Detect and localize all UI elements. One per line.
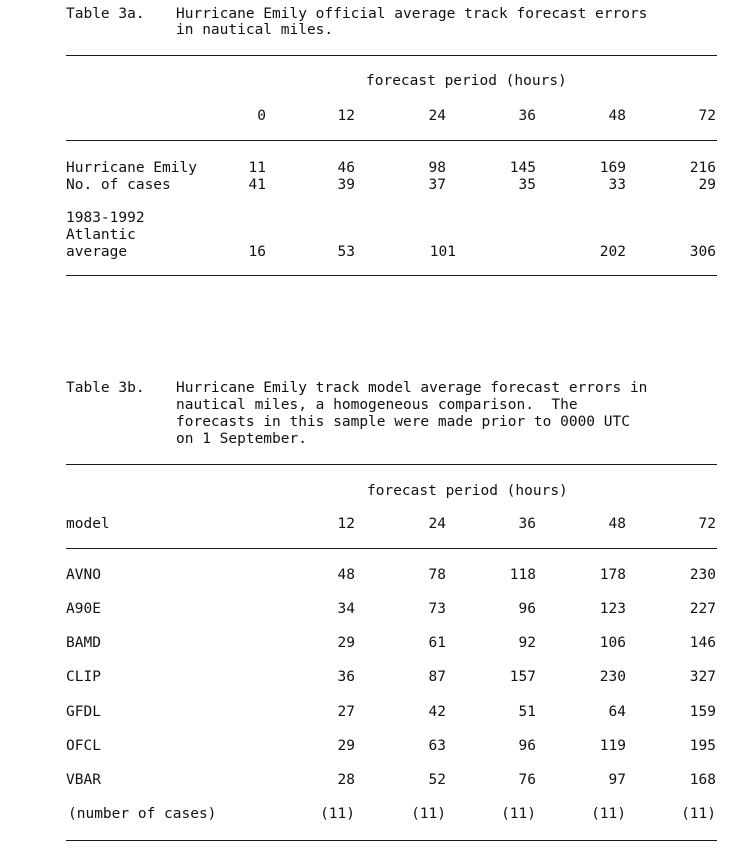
- table-3a-hour-header: 12: [337, 108, 355, 124]
- table-3b-model-header: model: [66, 516, 110, 532]
- table-3b-cell: 36: [337, 669, 355, 685]
- table-3b-model-name: VBAR: [66, 772, 101, 788]
- table-3b-cell: 63: [428, 738, 446, 754]
- table-3b-cases-cell: (11): [501, 806, 536, 822]
- table-3b-hour-header: 24: [428, 516, 446, 532]
- table-3b-period-header: forecast period (hours): [367, 483, 568, 499]
- table-3a-cell: 145: [509, 160, 536, 176]
- table-3b-model-name: AVNO: [66, 567, 101, 583]
- table-3b-caption-line-4: on 1 September.: [176, 431, 307, 447]
- table-3b-cell: 29: [337, 635, 355, 651]
- table-3a-average-cell: 101: [429, 244, 456, 260]
- table-3b-hour-header: 12: [337, 516, 355, 532]
- table-3a-cell: 29: [698, 177, 716, 193]
- table-3a-average-cell: 202: [599, 244, 626, 260]
- table-3b-hour-header: 72: [698, 516, 716, 532]
- table-3a-bottom-rule: [66, 275, 717, 276]
- table-3b-cell: 106: [599, 635, 626, 651]
- table-3b-cell: 64: [608, 704, 626, 720]
- table-3b-cases-cell: (11): [411, 806, 446, 822]
- table-3b-caption-line-1: Hurricane Emily track model average forecast errors in: [176, 380, 648, 396]
- table-3b-hour-header: 36: [518, 516, 536, 532]
- table-3b-cell: 76: [518, 772, 536, 788]
- table-3a-cell: 169: [599, 160, 626, 176]
- table-3b-cell: 97: [608, 772, 626, 788]
- table-3b-cell: 28: [337, 772, 355, 788]
- table-3a-average-cell: 16: [248, 244, 266, 260]
- table-3b-cell: 96: [518, 738, 536, 754]
- table-3a-cell: 37: [428, 177, 446, 193]
- table-3b-cases-cell: (11): [320, 806, 355, 822]
- table-3a-hour-header: 24: [428, 108, 446, 124]
- table-3b-hour-header: 48: [608, 516, 626, 532]
- table-3b-cell: 227: [689, 601, 716, 617]
- table-3a-hour-header: 48: [608, 108, 626, 124]
- table-3a-cell: 33: [608, 177, 626, 193]
- table-3b-cell: 51: [518, 704, 536, 720]
- table-3a-row-label: Hurricane Emily: [66, 160, 197, 176]
- table-3b-cell: 78: [428, 567, 446, 583]
- table-3b-cases-label: (number of cases): [68, 806, 217, 822]
- table-3a-average-label: Atlantic: [66, 227, 136, 243]
- table-3a-label: Table 3a.: [66, 6, 145, 22]
- table-3b-cell: 157: [509, 669, 536, 685]
- table-3b-cell: 73: [428, 601, 446, 617]
- table-3b-cell: 27: [337, 704, 355, 720]
- table-3a-hour-header: 72: [698, 108, 716, 124]
- table-3b-cell: 42: [428, 704, 446, 720]
- table-3a-cell: 11: [248, 160, 266, 176]
- table-3b-bottom-rule: [66, 840, 717, 841]
- table-3a-caption-line-2: in nautical miles.: [176, 22, 334, 38]
- table-3a-average-label: 1983-1992: [66, 210, 145, 226]
- table-3a-cell: 35: [518, 177, 536, 193]
- table-3a-average-cell: 53: [337, 244, 355, 260]
- table-3b-model-name: CLIP: [66, 669, 101, 685]
- table-3a-hour-header: 36: [518, 108, 536, 124]
- table-3b-cell: 118: [509, 567, 536, 583]
- table-3a-header-rule: [66, 140, 717, 141]
- table-3b-cases-cell: (11): [681, 806, 716, 822]
- table-3a-cell: 46: [337, 160, 355, 176]
- table-3a-hour-header: 0: [257, 108, 266, 124]
- table-3b-caption-line-3: forecasts in this sample were made prior to 0000 UTC: [176, 414, 630, 430]
- table-3b-cell: 230: [599, 669, 626, 685]
- table-3a-top-rule: [66, 55, 717, 56]
- table-3b-model-name: OFCL: [66, 738, 101, 754]
- table-3b-cell: 195: [689, 738, 716, 754]
- table-3b-cell: 230: [689, 567, 716, 583]
- table-3b-cell: 327: [689, 669, 716, 685]
- table-3b-model-name: GFDL: [66, 704, 101, 720]
- table-3a-cell: 216: [689, 160, 716, 176]
- table-3b-top-rule: [66, 464, 717, 465]
- table-3b-cell: 146: [689, 635, 716, 651]
- table-3b-label: Table 3b.: [66, 380, 145, 396]
- table-3b-cell: 123: [599, 601, 626, 617]
- table-3a-cell: 41: [248, 177, 266, 193]
- table-3b-cell: 29: [337, 738, 355, 754]
- table-3a-average-label: average: [66, 244, 128, 260]
- table-3b-cell: 87: [428, 669, 446, 685]
- table-3b-caption-line-2: nautical miles, a homogeneous comparison. The: [176, 397, 578, 413]
- table-3a-cell: 39: [337, 177, 355, 193]
- table-3b-cases-cell: (11): [591, 806, 626, 822]
- table-3b-cell: 61: [428, 635, 446, 651]
- table-3a-period-header: forecast period (hours): [366, 73, 567, 89]
- table-3b-model-name: BAMD: [66, 635, 101, 651]
- table-3b-cell: 168: [689, 772, 716, 788]
- table-3b-cell: 178: [599, 567, 626, 583]
- table-3a-caption-line-1: Hurricane Emily official average track forecast errors: [176, 6, 648, 22]
- table-3b-cell: 119: [599, 738, 626, 754]
- table-3b-cell: 52: [428, 772, 446, 788]
- table-3b-cell: 92: [518, 635, 536, 651]
- table-3b-cell: 34: [337, 601, 355, 617]
- table-3a-average-cell: 306: [689, 244, 716, 260]
- table-3b-model-name: A90E: [66, 601, 101, 617]
- table-3a-cell: 98: [428, 160, 446, 176]
- table-3b-cell: 96: [518, 601, 536, 617]
- table-3b-cell: 48: [337, 567, 355, 583]
- table-3b-header-rule: [66, 548, 717, 549]
- table-3a-row-label: No. of cases: [66, 177, 171, 193]
- table-3b-cell: 159: [689, 704, 716, 720]
